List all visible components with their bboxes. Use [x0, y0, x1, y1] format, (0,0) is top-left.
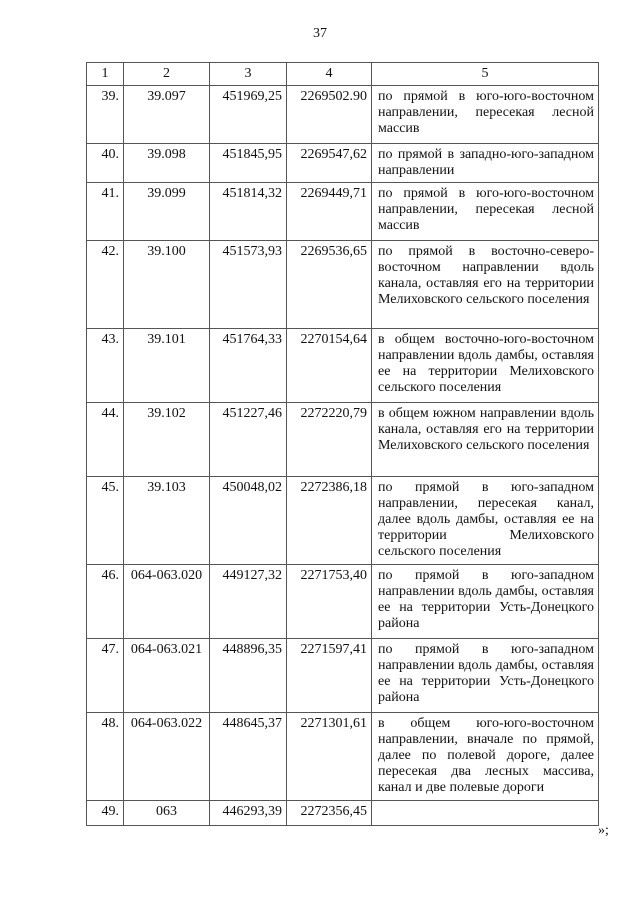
row-number: 48.	[87, 713, 124, 801]
table-row	[87, 713, 599, 801]
x-coordinate: 446293,39	[210, 801, 287, 826]
y-coordinate: 2271753,40	[287, 565, 372, 639]
y-coordinate: 2272356,45	[287, 801, 372, 826]
table-row	[87, 241, 599, 329]
point-id: 39.101	[124, 329, 210, 403]
boundary-description: по прямой в юго-юго-восточном направлении, пересекая лесной массив	[372, 183, 599, 241]
boundary-description: в общем южном направлении вдоль канала, оставляя его на территории Мелиховского сельского поселения	[372, 403, 599, 477]
x-coordinate: 450048,02	[210, 477, 287, 565]
y-coordinate: 2272386,18	[287, 477, 372, 565]
point-id: 39.099	[124, 183, 210, 241]
table-row	[87, 329, 599, 403]
row-number: 44.	[87, 403, 124, 477]
x-coordinate: 451969,25	[210, 86, 287, 144]
column-header: 1	[87, 63, 124, 86]
table-body	[87, 86, 599, 826]
x-coordinate: 451845,95	[210, 144, 287, 183]
y-coordinate: 2269502.90	[287, 86, 372, 144]
y-coordinate: 2269547,62	[287, 144, 372, 183]
row-number: 47.	[87, 639, 124, 713]
point-id: 39.097	[124, 86, 210, 144]
boundary-coordinates-table	[86, 62, 599, 826]
table-row	[87, 183, 599, 241]
boundary-description: в общем восточно-юго-восточном направлении вдоль дамбы, оставляя ее на территории Мелиховского сельского поселения	[372, 329, 599, 403]
point-id: 39.102	[124, 403, 210, 477]
column-header: 3	[210, 63, 287, 86]
column-header: 4	[287, 63, 372, 86]
x-coordinate: 449127,32	[210, 565, 287, 639]
point-id: 39.103	[124, 477, 210, 565]
table-row	[87, 801, 599, 826]
point-id: 39.100	[124, 241, 210, 329]
y-coordinate: 2271597,41	[287, 639, 372, 713]
table-row	[87, 477, 599, 565]
y-coordinate: 2269449,71	[287, 183, 372, 241]
table-row	[87, 639, 599, 713]
x-coordinate: 451227,46	[210, 403, 287, 477]
row-number: 43.	[87, 329, 124, 403]
row-number: 41.	[87, 183, 124, 241]
point-id: 064-063.021	[124, 639, 210, 713]
header-row	[87, 63, 599, 86]
x-coordinate: 451764,33	[210, 329, 287, 403]
point-id: 063	[124, 801, 210, 826]
closing-quote: »;	[598, 823, 609, 838]
row-number: 42.	[87, 241, 124, 329]
x-coordinate: 448896,35	[210, 639, 287, 713]
x-coordinate: 451573,93	[210, 241, 287, 329]
table-row	[87, 565, 599, 639]
point-id: 064-063.022	[124, 713, 210, 801]
point-id: 39.098	[124, 144, 210, 183]
boundary-description: в общем юго-юго-восточном направлении, вначале по прямой, далее по полевой дороге, далее пересекая два лесных массива, канал и две полевые дороги	[372, 713, 599, 801]
y-coordinate: 2269536,65	[287, 241, 372, 329]
y-coordinate: 2270154,64	[287, 329, 372, 403]
x-coordinate: 448645,37	[210, 713, 287, 801]
row-number: 39.	[87, 86, 124, 144]
boundary-description: по прямой в юго-западном направлении вдоль дамбы, оставляя ее на территории Усть-Донецкого района	[372, 639, 599, 713]
column-header: 5	[372, 63, 599, 86]
row-number: 46.	[87, 565, 124, 639]
x-coordinate: 451814,32	[210, 183, 287, 241]
table-row	[87, 144, 599, 183]
boundary-description: по прямой в западно-юго-западном направлении	[372, 144, 599, 183]
boundary-description: по прямой в восточно-северо-восточном направлении вдоль канала, оставляя его на территории Мелиховского сельского поселения	[372, 241, 599, 329]
page-number: 37	[313, 26, 327, 41]
column-header: 2	[124, 63, 210, 86]
y-coordinate: 2272220,79	[287, 403, 372, 477]
boundary-description: по прямой в юго-западном направлении, пересекая канал, далее вдоль дамбы, оставляя ее на территории Мелиховского сельского поселения	[372, 477, 599, 565]
table-row	[87, 86, 599, 144]
row-number: 40.	[87, 144, 124, 183]
boundary-description	[372, 801, 599, 826]
boundary-description: по прямой в юго-юго-восточном направлении, пересекая лесной массив	[372, 86, 599, 144]
table-row	[87, 403, 599, 477]
point-id: 064-063.020	[124, 565, 210, 639]
y-coordinate: 2271301,61	[287, 713, 372, 801]
boundary-description: по прямой в юго-западном направлении вдоль дамбы, оставляя ее на территории Усть-Донецкого района	[372, 565, 599, 639]
row-number: 45.	[87, 477, 124, 565]
row-number: 49.	[87, 801, 124, 826]
